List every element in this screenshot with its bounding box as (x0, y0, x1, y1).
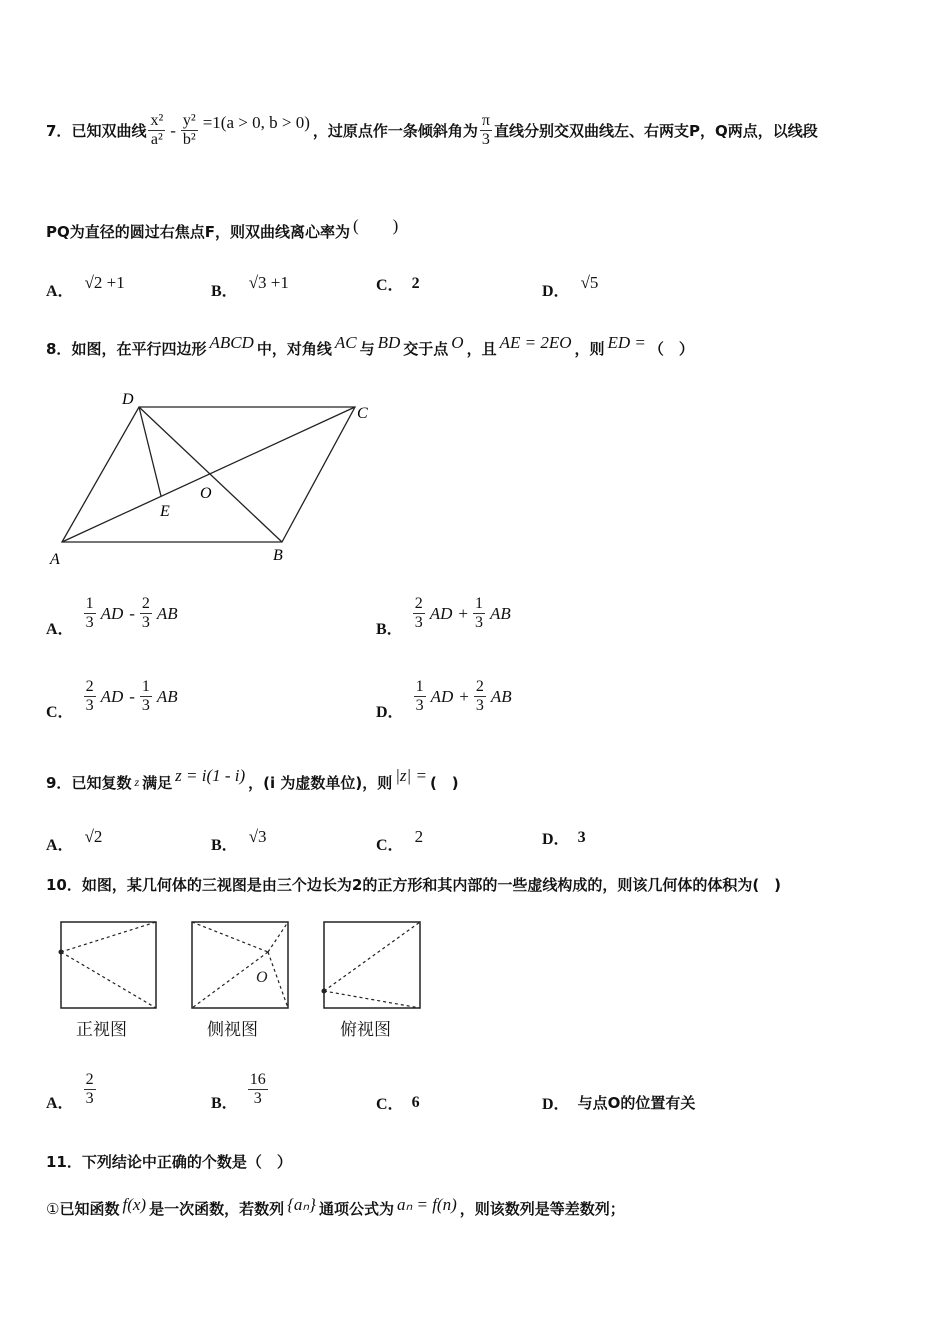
operator: + (458, 603, 468, 623)
side-view-label: 侧视图 (207, 1020, 258, 1040)
question-text: 如图，某几何体的三视图是由三个边长为2的正方形和其内部的一些虚线构成的，则该几何体的体积为( ) (81, 876, 782, 894)
vector: AB (156, 686, 178, 706)
option-a[interactable] (46, 1066, 98, 1113)
denominator: 3 (141, 614, 150, 631)
front-view-square (61, 922, 156, 1008)
option-label: D． (376, 704, 404, 721)
fraction (248, 1071, 268, 1108)
denominator: 3 (85, 1090, 94, 1107)
numerator: y² (182, 112, 196, 129)
math: BD (377, 332, 401, 352)
question-8 (46, 326, 694, 359)
fraction (474, 678, 486, 715)
option-b[interactable] (211, 264, 292, 301)
math: - (170, 120, 176, 140)
question-text: 中，对角线 (256, 340, 332, 358)
denominator: a² (150, 131, 163, 148)
math: z = i(1 - i) (175, 765, 246, 785)
label-o: O (256, 969, 268, 986)
label-e: E (160, 503, 170, 520)
option-label: D． (542, 1096, 570, 1113)
option-value: √2 +1 (84, 272, 125, 292)
option-label: A． (46, 283, 74, 300)
option-label: C． (46, 704, 74, 721)
fraction (414, 678, 426, 715)
math: AC (334, 332, 357, 352)
option-label: B． (211, 283, 238, 300)
vector: AB (156, 603, 178, 623)
operator: - (129, 603, 135, 623)
math: {aₙ} (287, 1194, 316, 1214)
option-label: C． (376, 837, 404, 854)
segment-de (139, 407, 161, 496)
statement-1 (46, 1190, 625, 1219)
fraction (181, 112, 198, 149)
option-b[interactable] (376, 588, 514, 639)
math: ED = (607, 332, 646, 352)
option-value: √3 (248, 826, 267, 846)
option-a[interactable] (46, 264, 128, 301)
option-label: D． (542, 283, 570, 300)
vector: AD (100, 686, 124, 706)
option-c[interactable] (376, 818, 426, 855)
denominator: 3 (474, 614, 483, 631)
question-text: ，则该数列是等差数列； (459, 1200, 625, 1218)
numerator: π (481, 112, 490, 129)
answer-paren: ( ) (429, 774, 459, 792)
three-views-figure (0, 900, 440, 1020)
option-value: √3 +1 (248, 272, 289, 292)
question-11 (46, 1151, 292, 1172)
math: |z| = (395, 765, 427, 785)
numerator: x² (150, 112, 164, 129)
option-c[interactable] (376, 272, 428, 295)
option-label: D． (542, 831, 570, 848)
option-value: √5 (580, 272, 599, 292)
option-label: B． (211, 837, 238, 854)
option-value: 2 (414, 826, 424, 846)
question-text: 满足 (142, 774, 173, 792)
question-number: 10． (46, 876, 82, 894)
fraction (413, 595, 425, 632)
fraction (480, 112, 492, 149)
option-a[interactable] (46, 818, 105, 855)
fraction (84, 1071, 96, 1108)
option-value: 2 (411, 274, 420, 292)
option-d[interactable] (376, 671, 515, 722)
denominator: 3 (475, 697, 484, 714)
option-a[interactable] (46, 588, 181, 639)
fraction (140, 595, 152, 632)
math: aₙ = f(n) (396, 1194, 457, 1214)
question-text: ，则 (574, 340, 605, 358)
numerator: 1 (141, 678, 150, 695)
option-c[interactable] (46, 671, 181, 722)
denominator: 3 (253, 1090, 262, 1107)
question-7 (46, 112, 818, 149)
option-b[interactable] (211, 818, 270, 855)
numerator: 2 (85, 678, 94, 695)
math: f(x) (122, 1194, 147, 1214)
denominator: 3 (481, 131, 490, 148)
diagonal-bd (139, 407, 282, 542)
label-a: A (50, 551, 60, 568)
math: =1(a > 0, b > 0) (202, 112, 310, 132)
math: ABCD (209, 332, 254, 352)
option-d[interactable] (542, 264, 601, 301)
option-label: C． (376, 1096, 404, 1113)
label-c: C (357, 405, 368, 422)
question-text: ，(i 为虚数单位)，则 (248, 774, 393, 792)
parallelogram-figure (0, 380, 400, 580)
math: O (451, 332, 464, 352)
label-o: O (200, 485, 212, 502)
label-b: B (273, 547, 283, 564)
fraction (148, 112, 165, 149)
vector: AB (490, 686, 512, 706)
numerator: 1 (415, 678, 424, 695)
denominator: 3 (415, 697, 424, 714)
fraction (84, 678, 96, 715)
denominator: b² (182, 131, 196, 148)
vector: AD (430, 686, 454, 706)
fraction (140, 678, 152, 715)
vector: AB (489, 603, 511, 623)
question-10 (46, 874, 781, 895)
option-d[interactable] (542, 1091, 695, 1114)
label-d: D (122, 391, 134, 408)
item-marker: ① (46, 1199, 60, 1218)
option-label: B． (211, 1095, 238, 1112)
question-text: 通项公式为 (318, 1200, 394, 1218)
question-text: 已知函数 (59, 1200, 120, 1218)
option-c[interactable] (376, 1091, 428, 1114)
denominator: 3 (85, 697, 94, 714)
option-label: B． (376, 621, 403, 638)
denominator: 3 (141, 697, 150, 714)
question-text: ，且 (466, 340, 497, 358)
option-d[interactable] (542, 826, 594, 849)
numerator: 16 (249, 1071, 266, 1088)
question-9 (46, 758, 459, 793)
fraction (84, 595, 96, 632)
numerator: 2 (414, 595, 423, 612)
question-text: 与 (359, 340, 375, 358)
diagonal-ac (62, 407, 355, 542)
answer-paren: （ ） (648, 340, 694, 358)
option-value: 6 (411, 1093, 420, 1111)
question-text: 如图，在平行四边形 (71, 340, 207, 358)
option-value: 与点O的位置有关 (577, 1094, 696, 1112)
answer-paren: ( ) (353, 216, 399, 235)
question-text: 直线分别交双曲线左、右两支P，Q两点，以线段 (493, 122, 818, 140)
top-view-label: 俯视图 (340, 1020, 391, 1040)
numerator: 2 (85, 1071, 94, 1088)
option-label: A． (46, 837, 74, 854)
question-7-line2 (46, 205, 401, 242)
numerator: 1 (85, 595, 94, 612)
question-number: 9． (46, 774, 72, 792)
option-value: 3 (577, 828, 586, 846)
math: z (134, 775, 140, 789)
option-b[interactable] (211, 1066, 270, 1113)
question-text: 是一次函数，若数列 (149, 1200, 285, 1218)
top-view-square (324, 922, 420, 1008)
vector: AD (429, 603, 453, 623)
option-value: √2 (84, 826, 103, 846)
question-text: 已知双曲线 (71, 122, 147, 140)
numerator: 1 (474, 595, 483, 612)
question-number: 8． (46, 340, 72, 358)
question-text: ，过原点作一条倾斜角为 (312, 122, 478, 140)
question-text: 下列结论中正确的个数是（ ） (81, 1153, 292, 1171)
question-number: 7． (46, 122, 72, 140)
side-view-square (192, 922, 288, 1008)
denominator: 3 (85, 614, 94, 631)
numerator: 2 (141, 595, 150, 612)
fraction (473, 595, 485, 632)
vector: AD (100, 603, 124, 623)
question-text: 交于点 (403, 340, 449, 358)
question-text: 已知复数 (71, 774, 132, 792)
numerator: 2 (475, 678, 484, 695)
front-view-label: 正视图 (76, 1020, 127, 1040)
option-label: A． (46, 1095, 74, 1112)
question-text: PQ为直径的圆过右焦点F，则双曲线离心率为 (46, 223, 350, 241)
denominator: 3 (414, 614, 423, 631)
operator: - (129, 686, 135, 706)
math: AE = 2EO (499, 332, 572, 352)
option-label: A． (46, 621, 74, 638)
operator: + (459, 686, 469, 706)
question-number: 11． (46, 1153, 82, 1171)
option-label: C． (376, 277, 404, 294)
